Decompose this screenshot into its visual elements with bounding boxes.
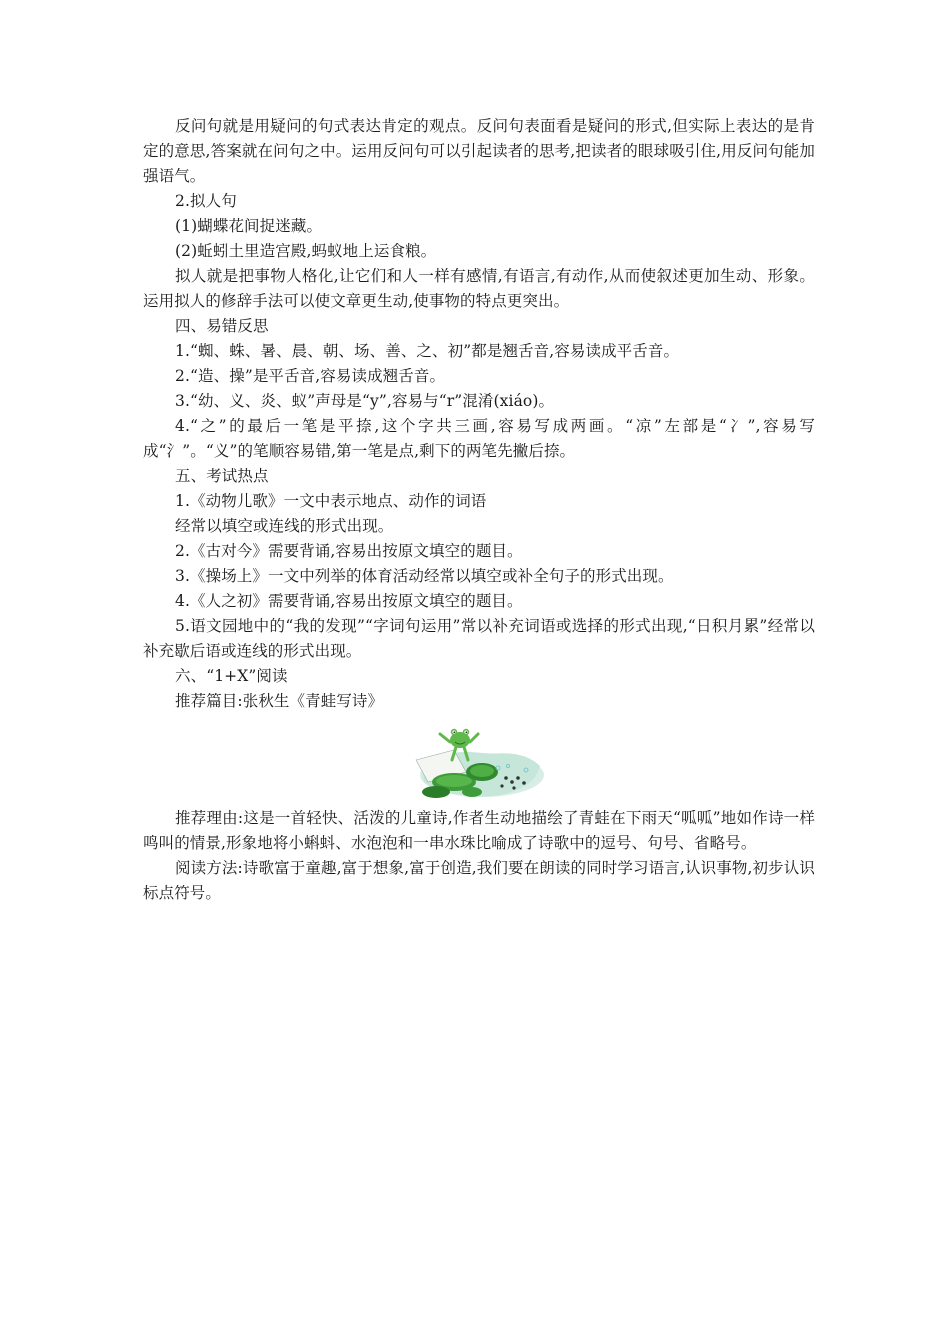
paragraph: 推荐理由:这是一首轻快、活泼的儿童诗,作者生动地描绘了青蛙在下雨天“呱呱”地如作诗一样鸣叫的情景,形象地将小蝌蚪、水泡泡和一串水珠比喻成了诗歌中的逗号、句号、省略号。 [143,809,815,852]
paragraph: 反问句就是用疑问的句式表达肯定的观点。反问句表面看是疑问的形式,但实际上表达的是肯定的意思,答案就在问句之中。运用反问句可以引起读者的思考,把读者的眼球吸引住,用反问句能加强语气。 [143,117,815,185]
document-page [143,114,815,906]
paragraph: 5.语文园地中的“我的发现”“字词句运用”常以补充词语或选择的形式出现,“日积月累”经常以补充歇后语或连线的形式出现。 [143,617,815,660]
paragraph: 4.“之”的最后一笔是平捺,这个字共三画,容易写成两画。“凉”左部是“冫”,容易写成“氵”。“义”的笔顺容易错,第一笔是点,剩下的两笔先撇后捺。 [143,417,815,460]
paragraph: (2)蚯蚓土里造宫殿,蚂蚁地上运食粮。 [175,242,437,260]
paragraph: (1)蝴蝶花间捉迷藏。 [175,217,323,235]
frog-on-lotus-leaves-icon [414,720,544,800]
paragraph: 经常以填空或连线的形式出现。 [175,517,394,535]
paragraph: 4.《人之初》需要背诵,容易出按原文填空的题目。 [175,592,523,610]
paragraph: 阅读方法:诗歌富于童趣,富于想象,富于创造,我们要在朗读的同时学习语言,认识事物,初步认识标点符号。 [143,859,815,902]
text-block-bottom [143,806,815,906]
paragraph: 3.“幼、义、炎、蚁”声母是“y”,容易与“r”混淆(xiáo)。 [175,392,555,410]
paragraph: 五、考试热点 [175,467,269,485]
paragraph: 3.《操场上》一文中列举的体育活动经常以填空或补全句子的形式出现。 [175,567,674,585]
paragraph: 1.《动物儿歌》一文中表示地点、动作的词语 [175,492,487,510]
paragraph: 四、易错反思 [175,317,269,335]
paragraph: 2.拟人句 [175,192,237,210]
text-block-top [143,114,815,714]
frog-illustration [414,720,544,800]
paragraph: 2.《古对今》需要背诵,容易出按原文填空的题目。 [175,542,523,560]
paragraph: 拟人就是把事物人格化,让它们和人一样有感情,有语言,有动作,从而使叙述更加生动、形象。运用拟人的修辞手法可以使文章更生动,使事物的特点更突出。 [143,267,815,310]
paragraph: 1.“蜘、蛛、暑、晨、朝、场、善、之、初”都是翘舌音,容易读成平舌音。 [175,342,680,360]
paragraph: 2.“造、操”是平舌音,容易读成翘舌音。 [175,367,446,385]
paragraph: 推荐篇目:张秋生《青蛙写诗》 [175,692,384,710]
paragraph: 六、“1+X”阅读 [175,667,288,685]
